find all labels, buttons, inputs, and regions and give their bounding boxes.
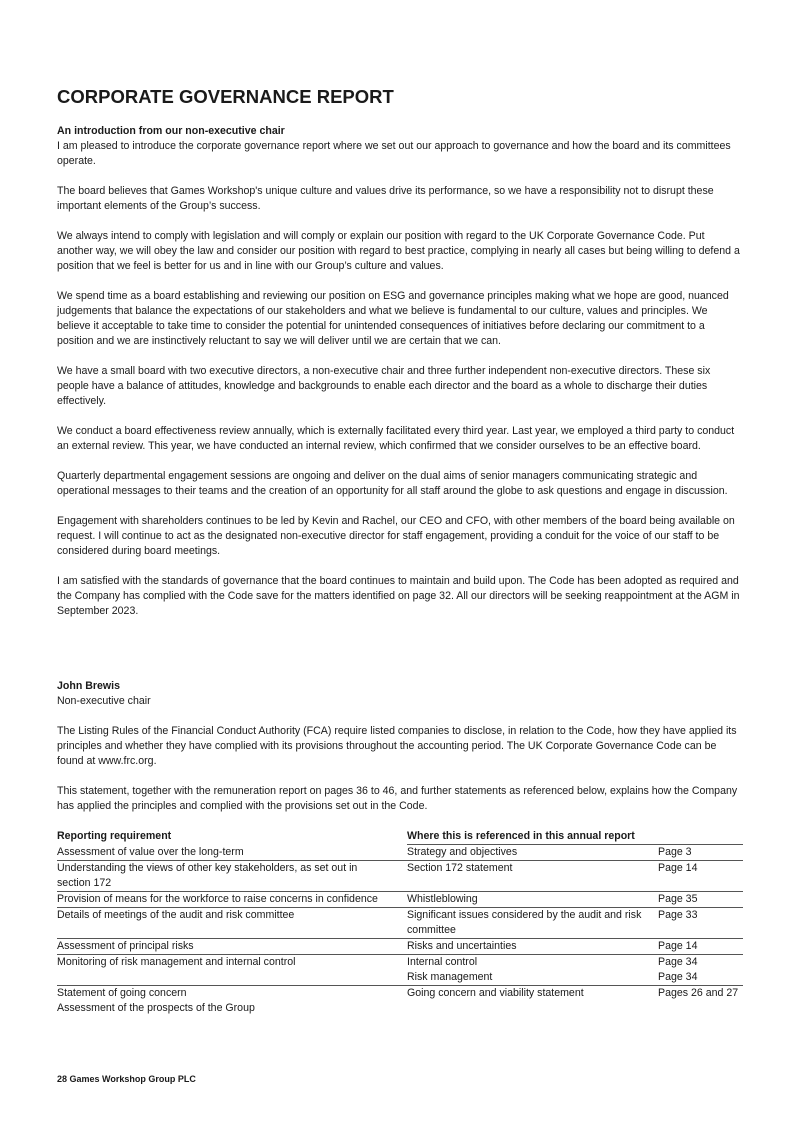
compliance-paragraph: We always intend to comply with legislation and will comply or explain our position with regard to the UK Corporate Governance Code. Put another way, we will obey the law and consider our position with regard to best practice, complying in nearly all cases but being willing to defend a position that we feel is better for us and in line with our Group’s culture and values. bbox=[57, 230, 740, 272]
cell-reference: Risks and uncertainties bbox=[407, 939, 658, 955]
table-header-row bbox=[57, 829, 743, 845]
board-composition-paragraph: We have a small board with two executive directors, a non-executive chair and three further independent non-executive directors. These six people have a balance of attitudes, knowledge and backgrounds to enable each director and the board as a whole to discharge their duties effectively. bbox=[57, 365, 711, 407]
cell-requirement: Assessment of principal risks bbox=[57, 939, 407, 955]
cell-reference-line: Risk management bbox=[407, 971, 493, 983]
table-row bbox=[57, 986, 743, 1017]
header-requirement: Reporting requirement bbox=[57, 829, 407, 845]
engagement-sessions-paragraph: Quarterly departmental engagement sessions are ongoing and deliver on the dual aims of senior managers communicating strategic and operational messages to their teams and the creation of an opportunity for all staff around the globe to ask questions and engage in discussion. bbox=[57, 470, 728, 497]
cell-requirement-line: Assessment of the prospects of the Group bbox=[57, 1002, 255, 1014]
listing-rules-paragraph: The Listing Rules of the Financial Conduct Authority (FCA) require listed companies to disclose, in relation to the Code, how they have applied its principles and whether they have complied with its provisions throughout the accounting period. The UK Corporate Governance Code can be found at www.frc.org. bbox=[57, 725, 737, 767]
table-row bbox=[57, 861, 743, 892]
cell-requirement: Monitoring of risk management and internal control bbox=[57, 955, 407, 986]
cell-reference: Strategy and objectives bbox=[407, 845, 658, 861]
table-row bbox=[57, 939, 743, 955]
cell-requirement-line: Statement of going concern bbox=[57, 987, 187, 999]
culture-paragraph: The board believes that Games Workshop's unique culture and values drive its performance, so we have a responsibility not to disrupt these important elements of the Group’s success. bbox=[57, 185, 714, 212]
signatory-role: Non-executive chair bbox=[57, 695, 151, 707]
esg-paragraph: We spend time as a board establishing and reviewing our position on ESG and governance principles making what we hope are good, nuanced judgements that balance the expectations of our stakeholders and what we believe is fundamental to our culture, values and principles. We believe it acceptable to take time to consider the potential for unintended consequences of initiatives before declaring our commitment to a position and we are instinctively reluctant to say we will deliver until we are certain that we can. bbox=[57, 290, 729, 347]
cell-reference: Whistleblowing bbox=[407, 892, 658, 908]
table-row bbox=[57, 845, 743, 861]
cell-requirement: Assessment of value over the long-term bbox=[57, 845, 407, 861]
cell-page: Page 14 bbox=[658, 939, 743, 955]
cell-reference: Going concern and viability statement bbox=[407, 987, 584, 999]
cell-reference bbox=[407, 955, 658, 986]
signatory-name: John Brewis bbox=[57, 680, 120, 692]
intro-heading: An introduction from our non-executive chair bbox=[57, 125, 285, 137]
cell-reference-line: Internal control bbox=[407, 956, 478, 968]
header-page bbox=[658, 829, 743, 845]
cell-page: Page 3 bbox=[658, 845, 743, 861]
cell-page: Page 35 bbox=[658, 892, 743, 908]
cell-page bbox=[658, 955, 743, 986]
cell-requirement: Provision of means for the workforce to raise concerns in confidence bbox=[57, 892, 407, 908]
cell-page-line: Page 34 bbox=[658, 971, 698, 983]
page-footer: 28 Games Workshop Group PLC bbox=[57, 1074, 196, 1084]
cell-page: Page 33 bbox=[658, 908, 743, 939]
intro-paragraph: I am pleased to introduce the corporate governance report where we set out our approach to governance and how the board and its committees operate. bbox=[57, 140, 731, 167]
reporting-requirements-table bbox=[57, 829, 743, 1016]
cell-reference: Section 172 statement bbox=[407, 861, 658, 892]
statement-paragraph: This statement, together with the remuneration report on pages 36 to 46, and further statements as referenced below, explains how the Company has applied the principles and complied with the provisions set out in the Code. bbox=[57, 785, 738, 812]
cell-requirement: Understanding the views of other key stakeholders, as set out in section 172 bbox=[57, 861, 407, 892]
table-row bbox=[57, 955, 743, 986]
cell-page: Pages 26 and 27 bbox=[658, 987, 739, 999]
cell-reference: Significant issues considered by the audit and risk committee bbox=[407, 908, 658, 939]
shareholder-engagement-paragraph: Engagement with shareholders continues to be led by Kevin and Rachel, our CEO and CFO, with other members of the board being available on request. I will continue to act as the designated non-executive director for staff engagement, providing a conduit for the voice of our staff to be considered during board meetings. bbox=[57, 515, 735, 557]
cell-requirement bbox=[57, 986, 407, 1017]
table-row bbox=[57, 892, 743, 908]
table-row bbox=[57, 908, 743, 939]
cell-page-line: Page 34 bbox=[658, 956, 698, 968]
cell-page: Page 14 bbox=[658, 861, 743, 892]
document-page bbox=[57, 86, 743, 1016]
header-reference: Where this is referenced in this annual report bbox=[407, 829, 658, 845]
satisfaction-paragraph: I am satisfied with the standards of governance that the board continues to maintain and build upon. The Code has been adopted as required and the Company has complied with the Code save for the matters identified on page 32. All our directors will be seeking reappointment at the AGM in September 2023. bbox=[57, 575, 740, 617]
page-title: CORPORATE GOVERNANCE REPORT bbox=[57, 86, 394, 107]
effectiveness-review-paragraph: We conduct a board effectiveness review annually, which is externally facilitated every third year. Last year, we employed a third party to conduct an external review. This year, we have conducted an internal review, which confirmed that we consider ourselves to be an effective board. bbox=[57, 425, 735, 452]
cell-requirement: Details of meetings of the audit and risk committee bbox=[57, 908, 407, 939]
